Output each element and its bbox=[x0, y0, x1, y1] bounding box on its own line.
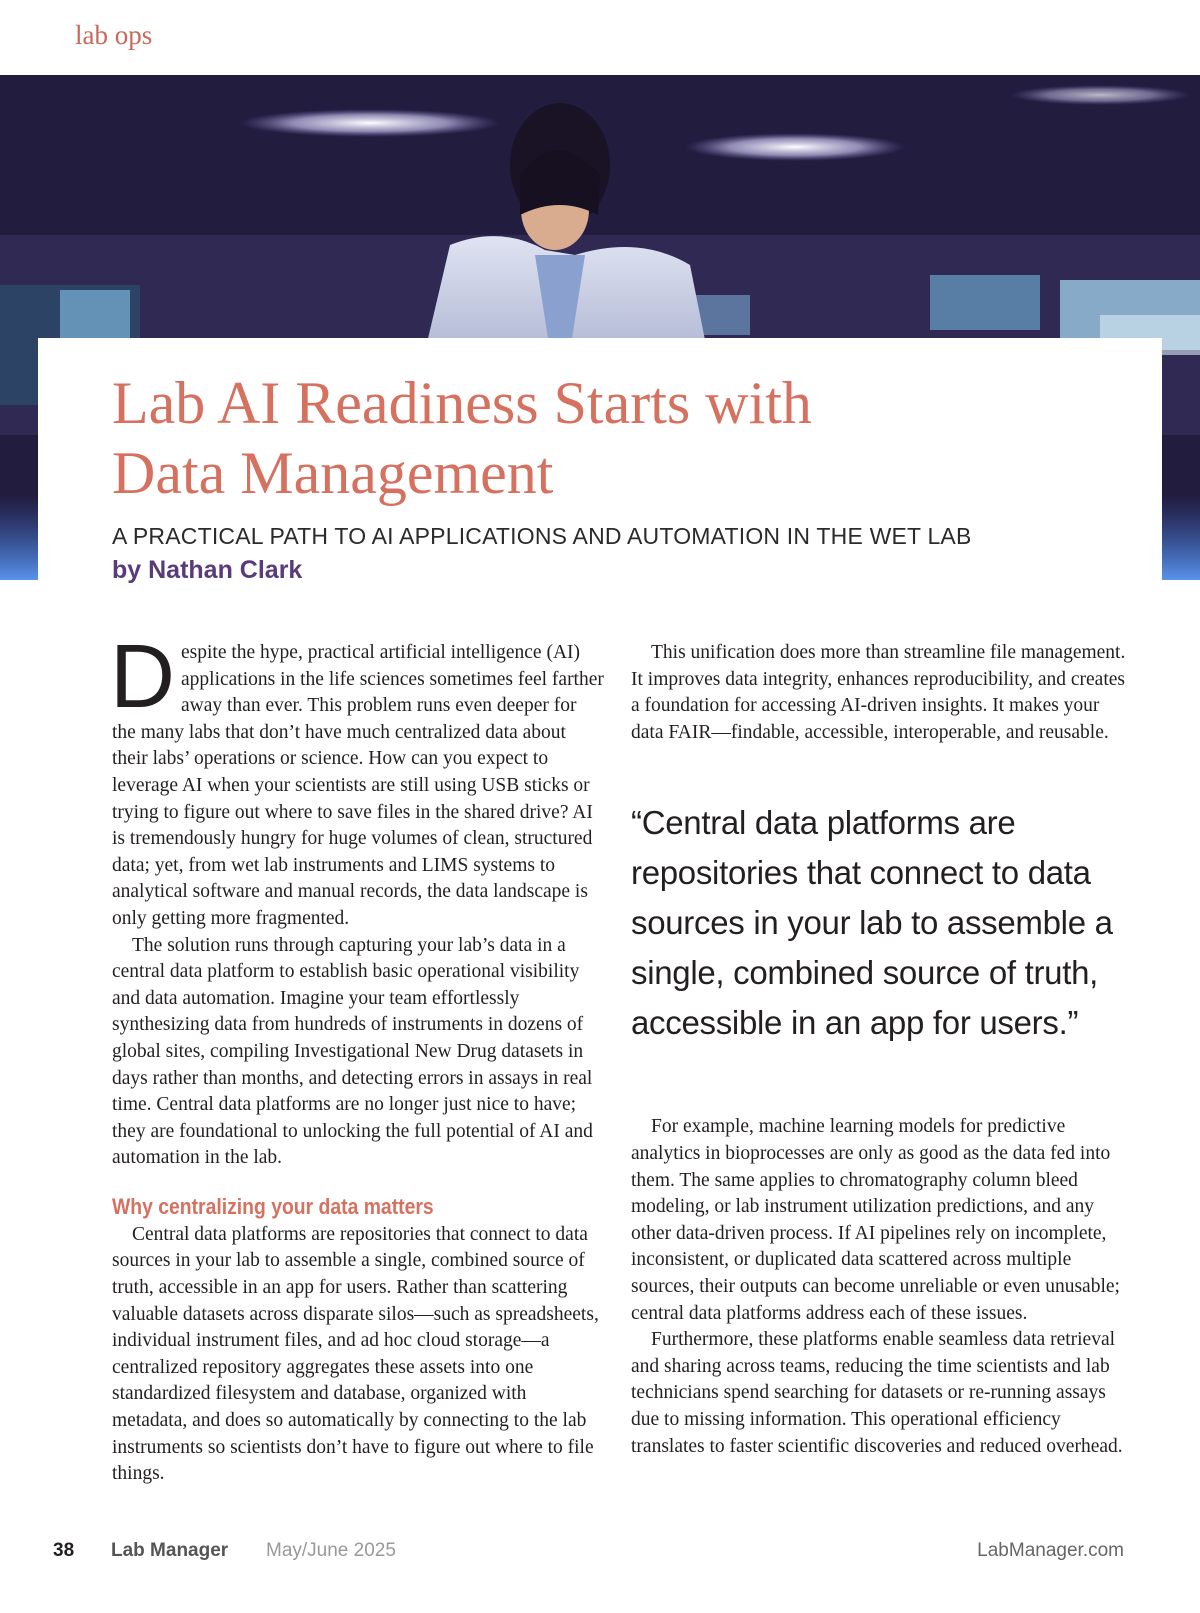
magazine-name: Lab Manager bbox=[111, 1540, 229, 1561]
paragraph-1-text: espite the hype, practical artificial intelligence (AI) applications in the life sciences sometimes feel farther away than ever. This problem runs even deeper for the many labs that don’t have much centralized data about their labs’ operations or science. How can you expect to leverage AI when your scientists are still using USB sticks or trying to figure out where to save files in the shared drive? AI is tremendously hungry for huge volumes of clean, structured data; yet, from wet lab instruments and LIMS systems to analytical software and manual records, the data landscape is only getting more fragmented. bbox=[112, 642, 604, 929]
article-title bbox=[112, 368, 1012, 508]
paragraph-4: This unification does more than streamline file management. It improves data integrity, enhances reproducibility, and creates a foundation for accessing AI-driven insights. It makes your data FAIR—findable, accessible, interoperable, and reusable. bbox=[631, 642, 1126, 743]
left-column bbox=[110, 627, 604, 1488]
title-line-2: Data Management bbox=[112, 440, 554, 506]
section-heading: Why centralizing your data matters bbox=[112, 1193, 434, 1219]
paragraph-1 bbox=[110, 627, 604, 933]
website-link[interactable]: LabManager.com bbox=[977, 1540, 1124, 1561]
paragraph-5: For example, machine learning models for predictive analytics in bioprocesses are only as good as the data fed into them. The same applies to chromatography column bleed modeling, or lab instrument utilization predictions, and any other data-driven process. If AI pipelines rely on incomplete, inconsistent, or duplicated data scattered across multiple sources, their outputs can become unreliable or even unusable; central data platforms address each of these issues. bbox=[631, 1116, 1120, 1324]
right-column bbox=[631, 640, 1126, 1460]
paragraph-6: Furthermore, these platforms enable seamless data retrieval and sharing across teams, reducing the time scientists and lab technicians spend searching for datasets or re-running assays due to missing information. This operational efficiency translates to faster scientific discoveries and reduced overhead. bbox=[631, 1329, 1123, 1457]
article-subtitle: A PRACTICAL PATH TO AI APPLICATIONS AND AUTOMATION IN THE WET LAB bbox=[112, 523, 972, 549]
paragraph-3: Central data platforms are repositories that connect to data sources in your lab to assemble a single, combined source of truth, accessible in an app for users. Rather than scattering valuable datasets across disparate silos—such as spreadsheets, individual instrument files, and ad hoc cloud storage—a centralized repository aggregates these assets into one standardized filesystem and database, organized with metadata, and does so automatically by connecting to the lab instruments so scientists don’t have to figure out where to file things. bbox=[112, 1223, 599, 1485]
page-number: 38 bbox=[53, 1540, 75, 1561]
pull-quote: “Central data platforms are repositories that connect to data sources in your lab to assemble a single, combined source of truth, accessible in an app for users.” bbox=[631, 804, 1113, 1042]
page-footer bbox=[0, 1540, 1200, 1570]
issue-date: May/June 2025 bbox=[266, 1540, 396, 1561]
drop-cap: D bbox=[110, 627, 175, 727]
article-byline: by Nathan Clark bbox=[112, 556, 303, 584]
title-line-1: Lab AI Readiness Starts with bbox=[112, 370, 812, 436]
section-label: lab ops bbox=[75, 20, 153, 50]
paragraph-2: The solution runs through capturing your lab’s data in a central data platform to establish basic operational visibility and data automation. Imagine your team effortlessly synthesizing data from hundreds of instruments in dozens of global sites, compiling Investigational New Drug datasets in days rather than months, and detecting errors in assays in real time. Central data platforms are no longer just nice to have; they are foundational to unlocking the full potential of AI and automation in the lab. bbox=[112, 934, 593, 1169]
